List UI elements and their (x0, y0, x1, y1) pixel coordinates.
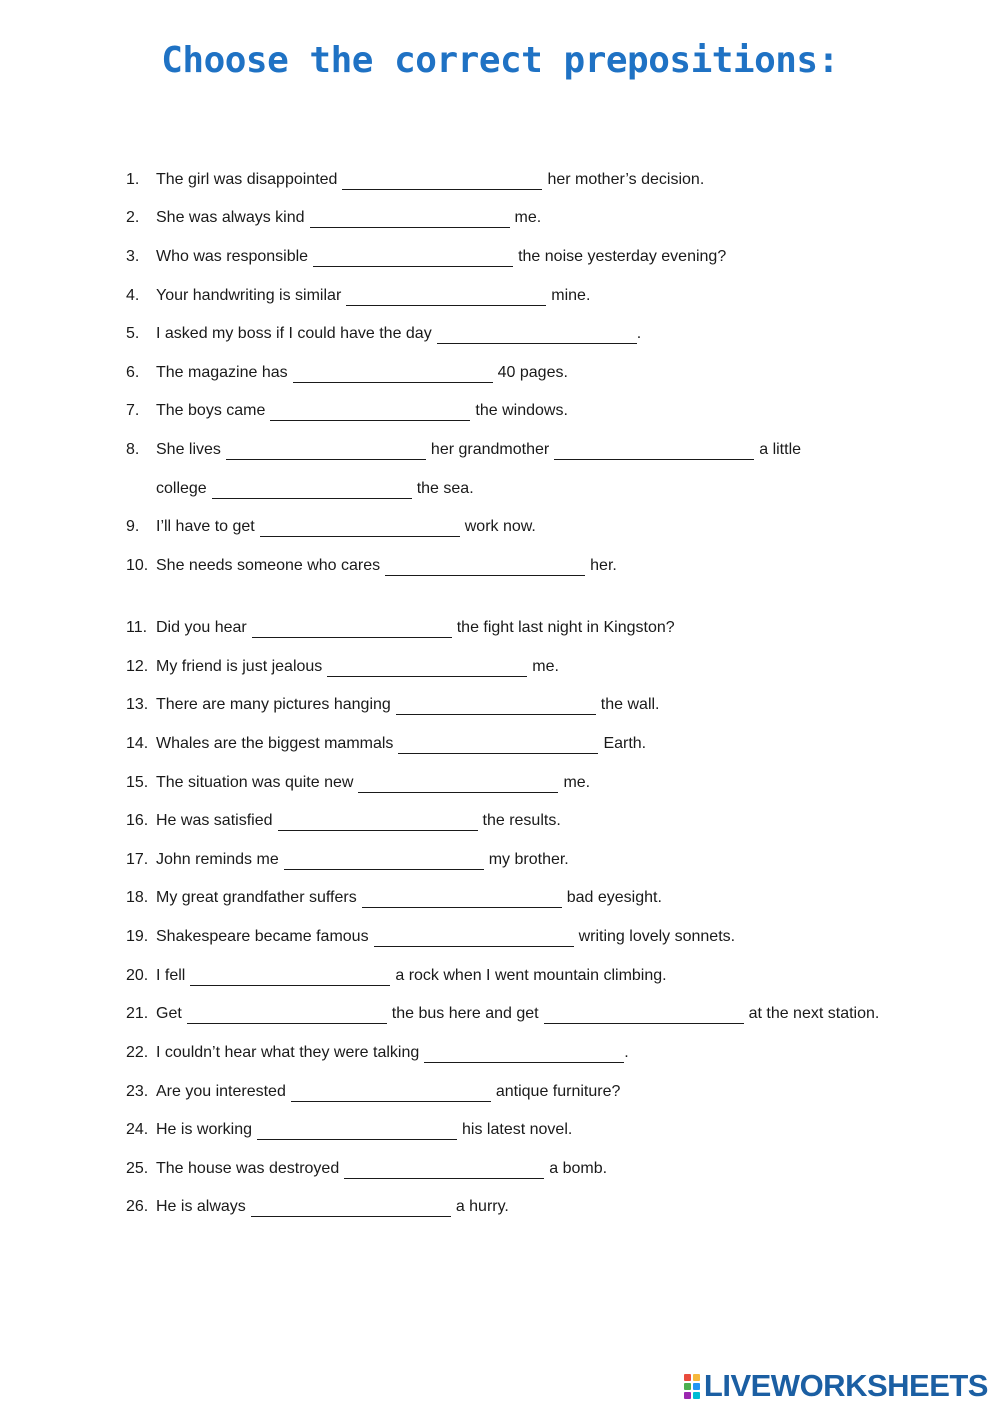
question-item (126, 168, 704, 192)
question-text: I asked my boss if I could have the day (156, 325, 432, 342)
question-text: the wall. (600, 696, 660, 713)
question-number: 17. (126, 851, 149, 868)
question-number: 16. (126, 812, 149, 829)
question-text: at the next station. (748, 1005, 880, 1022)
question-text: a little (759, 441, 802, 458)
answer-blank[interactable] (385, 559, 585, 576)
question-number: 2. (126, 209, 140, 226)
answer-blank[interactable] (544, 1007, 744, 1024)
question-text: college (156, 480, 207, 497)
answer-blank[interactable] (313, 250, 513, 267)
answer-blank[interactable] (398, 737, 598, 754)
question-number: 4. (126, 287, 140, 304)
question-text: Whales are the biggest mammals (156, 735, 394, 752)
answer-blank[interactable] (327, 660, 527, 677)
answer-blank[interactable] (554, 443, 754, 460)
answer-blank[interactable] (437, 327, 637, 344)
question-item (126, 438, 801, 462)
question-item (126, 1157, 607, 1181)
answer-blank[interactable] (257, 1123, 457, 1140)
question-text: the results. (482, 812, 561, 829)
question-text: his latest novel. (462, 1121, 573, 1138)
question-item (126, 284, 590, 308)
answer-blank[interactable] (278, 814, 478, 831)
question-text: I couldn’t hear what they were talking (156, 1044, 420, 1061)
question-number: 20. (126, 967, 149, 984)
question-text: the fight last night in Kingston? (456, 619, 675, 636)
question-number: 8. (126, 441, 140, 458)
question-number: 1. (126, 171, 140, 188)
question-text: a hurry. (455, 1198, 509, 1215)
question-text: her mother’s decision. (547, 171, 705, 188)
question-item (126, 361, 568, 385)
question-text: She lives (156, 441, 221, 458)
answer-blank[interactable] (342, 173, 542, 190)
question-item (126, 809, 561, 833)
question-text: antique furniture? (495, 1083, 621, 1100)
question-item (126, 964, 667, 988)
answer-blank[interactable] (252, 621, 452, 638)
question-text: I’ll have to get (156, 518, 255, 535)
answer-blank[interactable] (190, 969, 390, 986)
question-text: mine. (551, 287, 591, 304)
question-number: 11. (126, 619, 148, 636)
question-text: her grandmother (430, 441, 550, 458)
answer-blank[interactable] (293, 366, 493, 383)
question-item (126, 245, 726, 269)
question-item (126, 771, 590, 795)
answer-blank[interactable] (270, 404, 470, 421)
question-item (126, 1041, 629, 1065)
question-item (126, 1080, 620, 1104)
question-number: 24. (126, 1121, 149, 1138)
question-text: My friend is just jealous (156, 658, 323, 675)
question-number: 9. (126, 518, 140, 535)
question-text: She needs someone who cares (156, 557, 381, 574)
question-item (126, 655, 559, 679)
question-text: . (636, 325, 642, 342)
question-text: My great grandfather suffers (156, 889, 357, 906)
question-text: He is working (156, 1121, 253, 1138)
question-item (126, 515, 536, 539)
answer-blank[interactable] (260, 520, 460, 537)
question-text: her. (590, 557, 617, 574)
answer-blank[interactable] (284, 853, 484, 870)
question-text: writing lovely sonnets. (578, 928, 736, 945)
answer-blank[interactable] (344, 1162, 544, 1179)
question-number: 10. (126, 557, 149, 574)
answer-blank[interactable] (212, 482, 412, 499)
question-text: The boys came (156, 402, 266, 419)
question-text: my brother. (488, 851, 569, 868)
question-item (126, 554, 617, 578)
question-text: me. (532, 658, 559, 675)
question-item (126, 848, 569, 872)
question-item-continuation (156, 477, 474, 501)
question-number: 12. (126, 658, 149, 675)
liveworksheets-logo (684, 1366, 988, 1406)
question-text: 40 pages. (497, 364, 568, 381)
question-text: me. (563, 774, 591, 791)
question-item (126, 1002, 879, 1026)
answer-blank[interactable] (424, 1046, 624, 1063)
question-item (126, 732, 646, 756)
question-item (126, 925, 735, 949)
answer-blank[interactable] (346, 289, 546, 306)
question-text: bad eyesight. (566, 889, 662, 906)
question-item (126, 616, 675, 640)
question-text: She was always kind (156, 209, 305, 226)
question-text: a rock when I went mountain climbing. (395, 967, 667, 984)
question-text: Your handwriting is similar (156, 287, 342, 304)
answer-blank[interactable] (187, 1007, 387, 1024)
question-number: 6. (126, 364, 140, 381)
question-text: work now. (464, 518, 536, 535)
question-number: 22. (126, 1044, 149, 1061)
question-number: 23. (126, 1083, 149, 1100)
question-item (126, 322, 641, 346)
answer-blank[interactable] (310, 211, 510, 228)
question-item (126, 1118, 572, 1142)
question-text: Earth. (603, 735, 647, 752)
question-item (126, 1195, 509, 1219)
question-text: Did you hear (156, 619, 247, 636)
question-number: 5. (126, 325, 140, 342)
question-text: the sea. (416, 480, 474, 497)
question-number: 25. (126, 1160, 149, 1177)
question-item (126, 206, 541, 230)
question-text: Get (156, 1005, 182, 1022)
question-item (126, 399, 568, 423)
liveworksheets-logo-icon (684, 1374, 700, 1399)
question-text: John reminds me (156, 851, 279, 868)
answer-blank[interactable] (396, 698, 596, 715)
question-item (126, 886, 662, 910)
question-item (126, 693, 660, 717)
question-text: There are many pictures hanging (156, 696, 391, 713)
question-number: 15. (126, 774, 149, 791)
answer-blank[interactable] (362, 891, 562, 908)
question-number: 21. (126, 1005, 149, 1022)
question-number: 18. (126, 889, 149, 906)
question-text: The situation was quite new (156, 774, 354, 791)
question-number: 13. (126, 696, 149, 713)
answer-blank[interactable] (358, 776, 558, 793)
question-text: me. (514, 209, 542, 226)
question-text: the bus here and get (391, 1005, 539, 1022)
answer-blank[interactable] (251, 1200, 451, 1217)
question-number: 19. (126, 928, 149, 945)
question-text: . (624, 1044, 629, 1061)
answer-blank[interactable] (291, 1085, 491, 1102)
question-text: Are you interested (156, 1083, 286, 1100)
question-text: the noise yesterday evening? (518, 248, 727, 265)
answer-blank[interactable] (374, 930, 574, 947)
question-text: The house was destroyed (156, 1160, 340, 1177)
question-text: Who was responsible (156, 248, 309, 265)
question-number: 3. (126, 248, 140, 265)
worksheet-title: Choose the correct prepositions: (161, 40, 839, 81)
question-text: He is always (156, 1198, 246, 1215)
question-text: The girl was disappointed (156, 171, 338, 188)
question-text: Shakespeare became famous (156, 928, 369, 945)
liveworksheets-logo-text: LIVEWORKSHEETS (703, 1368, 988, 1403)
question-number: 26. (126, 1198, 149, 1215)
question-text: I fell (156, 967, 186, 984)
question-number: 14. (126, 735, 149, 752)
question-text: The magazine has (156, 364, 288, 381)
question-text: He was satisfied (156, 812, 273, 829)
question-text: a bomb. (549, 1160, 608, 1177)
question-text: the windows. (475, 402, 568, 419)
answer-blank[interactable] (226, 443, 426, 460)
question-number: 7. (126, 402, 140, 419)
